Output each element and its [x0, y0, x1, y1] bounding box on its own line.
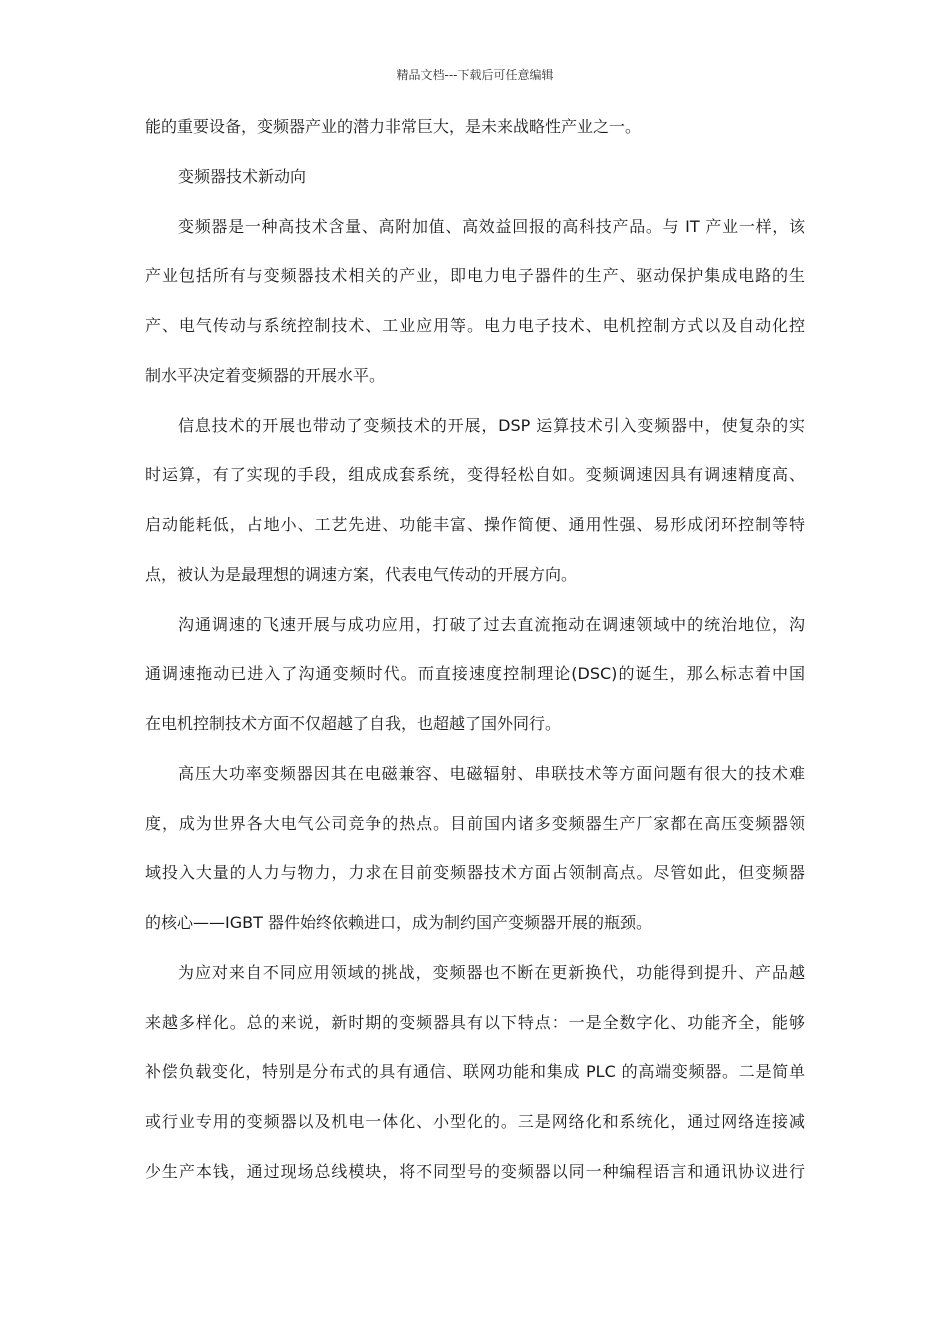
text-line: 或行业专用的变频器以及机电一体化、小型化的。三是网络化和系统化，通过网络连接减 — [145, 1112, 805, 1131]
text-line: 通调速拖动已进入了沟通变频时代。而直接速度控制理论(DSC)的诞生，那么标志着中国 — [145, 664, 805, 684]
text-line: 时运算，有了实现的手段，组成成套系统，变得轻松自如。变频调速因具有调速精度高、 — [145, 465, 805, 485]
page-header: 精品文档---下载后可任意编辑 — [396, 68, 554, 82]
text-line: 制水平决定着变频器的开展水平。 — [145, 365, 386, 385]
text-line: 补偿负载变化，特别是分布式的具有通信、联网功能和集成 PLC 的高端变频器。二是简单 — [145, 1062, 805, 1082]
text-line: 的核心——IGBT 器件始终依赖进口，成为制约国产变频器开展的瓶颈。 — [145, 913, 652, 932]
text-line: 沟通调速的飞速开展与成功应用，打破了过去直流拖动在调速领域中的统治地位，沟 — [178, 614, 805, 634]
text-line: 信息技术的开展也带动了变频技术的开展，DSP 运算技术引入变频器中，使复杂的实 — [178, 415, 805, 435]
text-line: 度，成为世界各大电气公司竞争的热点。目前国内诸多变频器生产厂家都在高压变频器领 — [145, 813, 805, 833]
text-line: 高压大功率变频器因其在电磁兼容、电磁辐射、串联技术等方面问题有很大的技术难 — [178, 763, 805, 783]
text-line: 能的重要设备，变频器产业的潜力非常巨大，是未来战略性产业之一。 — [145, 117, 642, 136]
text-line: 变频器是一种高技术含量、高附加值、高效益回报的高科技产品。与 IT 产业一样，该 — [178, 216, 805, 236]
text-line: 在电机控制技术方面不仅超越了自我，也超越了国外同行。 — [145, 714, 562, 733]
text-line: 点，被认为是最理想的调速方案，代表电气传动的开展方向。 — [145, 564, 578, 584]
text-line: 启动能耗低，占地小、工艺先进、功能丰富、操作简便、通用性强、易形成闭环控制等特 — [145, 515, 805, 534]
section-heading: 变频器技术新动向 — [178, 166, 307, 186]
text-line: 产、电气传动与系统控制技术、工业应用等。电力电子技术、电机控制方式以及自动化控 — [145, 316, 805, 335]
text-line: 域投入大量的人力与物力，力求在目前变频器技术方面占领制高点。尽管如此，但变频器 — [145, 863, 805, 883]
text-line: 来越多样化。总的来说，新时期的变频器具有以下特点：一是全数字化、功能齐全，能够 — [145, 1012, 805, 1032]
text-line: 产业包括所有与变频器技术相关的产业，即电力电子器件的生产、驱动保护集成电路的生 — [145, 266, 805, 286]
text-line: 少生产本钱，通过现场总线模块，将不同型号的变频器以同一种编程语言和通讯协议进行 — [145, 1161, 805, 1181]
document-body — [145, 117, 805, 1212]
text-line: 为应对来自不同应用领域的挑战，变频器也不断在更新换代，功能得到提升、产品越 — [178, 962, 805, 982]
